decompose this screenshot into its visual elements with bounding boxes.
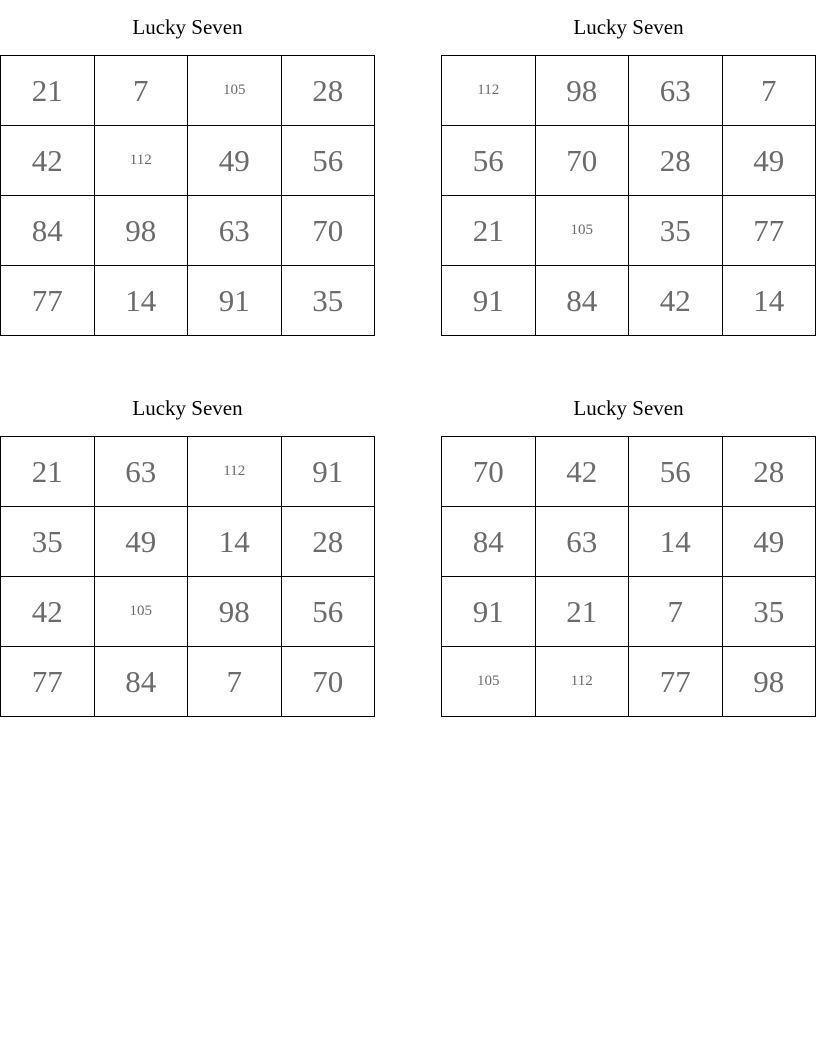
grid-cell: 21	[442, 196, 536, 266]
bingo-card-2	[441, 0, 816, 336]
grid-cell: 7	[629, 577, 723, 647]
grid-row	[1, 56, 375, 126]
grid-cell: 70	[281, 647, 375, 717]
number-grid	[441, 55, 816, 336]
grid-cell: 35	[1, 507, 95, 577]
grid-cell: 7	[188, 647, 282, 717]
grid-cell: 63	[629, 56, 723, 126]
grid-cell: 112	[94, 126, 188, 196]
grid-cell: 70	[281, 196, 375, 266]
grid-cell: 49	[722, 507, 816, 577]
grid-row	[1, 437, 375, 507]
card-title: Lucky Seven	[573, 15, 684, 39]
grid-cell: 98	[188, 577, 282, 647]
grid-cell: 56	[281, 577, 375, 647]
bingo-card-3	[0, 381, 375, 717]
grid-cell: 91	[188, 266, 282, 336]
grid-cell: 105	[188, 56, 282, 126]
number-grid	[441, 436, 816, 717]
grid-row	[442, 577, 816, 647]
grid-cell: 42	[535, 437, 629, 507]
grid-cell: 14	[722, 266, 816, 336]
grid-cell: 49	[722, 126, 816, 196]
grid-cell: 35	[281, 266, 375, 336]
bingo-card-1	[0, 0, 375, 336]
grid-cell: 28	[281, 507, 375, 577]
grid-cell: 77	[1, 647, 95, 717]
card-title: Lucky Seven	[573, 396, 684, 420]
grid-row	[1, 577, 375, 647]
grid-cell: 14	[188, 507, 282, 577]
grid-cell: 77	[629, 647, 723, 717]
grid-cell: 42	[1, 577, 95, 647]
grid-cell: 28	[629, 126, 723, 196]
grid-cell: 49	[94, 507, 188, 577]
grid-row	[442, 196, 816, 266]
grid-row	[1, 126, 375, 196]
grid-cell: 84	[442, 507, 536, 577]
grid-cell: 84	[535, 266, 629, 336]
grid-cell: 7	[94, 56, 188, 126]
grid-cell: 63	[188, 196, 282, 266]
grid-cell: 63	[535, 507, 629, 577]
grid-cell: 112	[535, 647, 629, 717]
grid-cell: 91	[442, 266, 536, 336]
grid-cell: 42	[629, 266, 723, 336]
grid-cell: 84	[1, 196, 95, 266]
grid-cell: 91	[281, 437, 375, 507]
grid-cell: 35	[629, 196, 723, 266]
grid-cell: 77	[1, 266, 95, 336]
grid-cell: 84	[94, 647, 188, 717]
grid-cell: 91	[442, 577, 536, 647]
grid-cell: 112	[442, 56, 536, 126]
grid-cell: 28	[281, 56, 375, 126]
bingo-card-4	[441, 381, 816, 717]
grid-cell: 21	[535, 577, 629, 647]
grid-cell: 7	[722, 56, 816, 126]
grid-cell: 70	[535, 126, 629, 196]
grid-cell: 21	[1, 437, 95, 507]
number-grid	[0, 436, 375, 717]
grid-cell: 98	[94, 196, 188, 266]
grid-row	[442, 266, 816, 336]
grid-cell: 28	[722, 437, 816, 507]
grid-row	[1, 507, 375, 577]
grid-row	[1, 196, 375, 266]
number-grid	[0, 55, 375, 336]
grid-cell: 56	[442, 126, 536, 196]
grid-cell: 77	[722, 196, 816, 266]
grid-cell: 98	[722, 647, 816, 717]
grid-cell: 63	[94, 437, 188, 507]
grid-cell: 70	[442, 437, 536, 507]
grid-row	[442, 507, 816, 577]
grid-row	[442, 647, 816, 717]
grid-cell: 105	[94, 577, 188, 647]
grid-cell: 42	[1, 126, 95, 196]
card-title: Lucky Seven	[132, 396, 243, 420]
grid-row	[442, 56, 816, 126]
grid-row	[442, 437, 816, 507]
grid-cell: 35	[722, 577, 816, 647]
grid-cell: 98	[535, 56, 629, 126]
grid-cell: 105	[442, 647, 536, 717]
grid-cell: 14	[629, 507, 723, 577]
grid-cell: 21	[1, 56, 95, 126]
grid-cell: 49	[188, 126, 282, 196]
card-title: Lucky Seven	[132, 15, 243, 39]
grid-row	[1, 266, 375, 336]
grid-cell: 56	[281, 126, 375, 196]
grid-row	[442, 126, 816, 196]
grid-cell: 105	[535, 196, 629, 266]
grid-cell: 112	[188, 437, 282, 507]
grid-row	[1, 647, 375, 717]
grid-cell: 56	[629, 437, 723, 507]
grid-cell: 14	[94, 266, 188, 336]
